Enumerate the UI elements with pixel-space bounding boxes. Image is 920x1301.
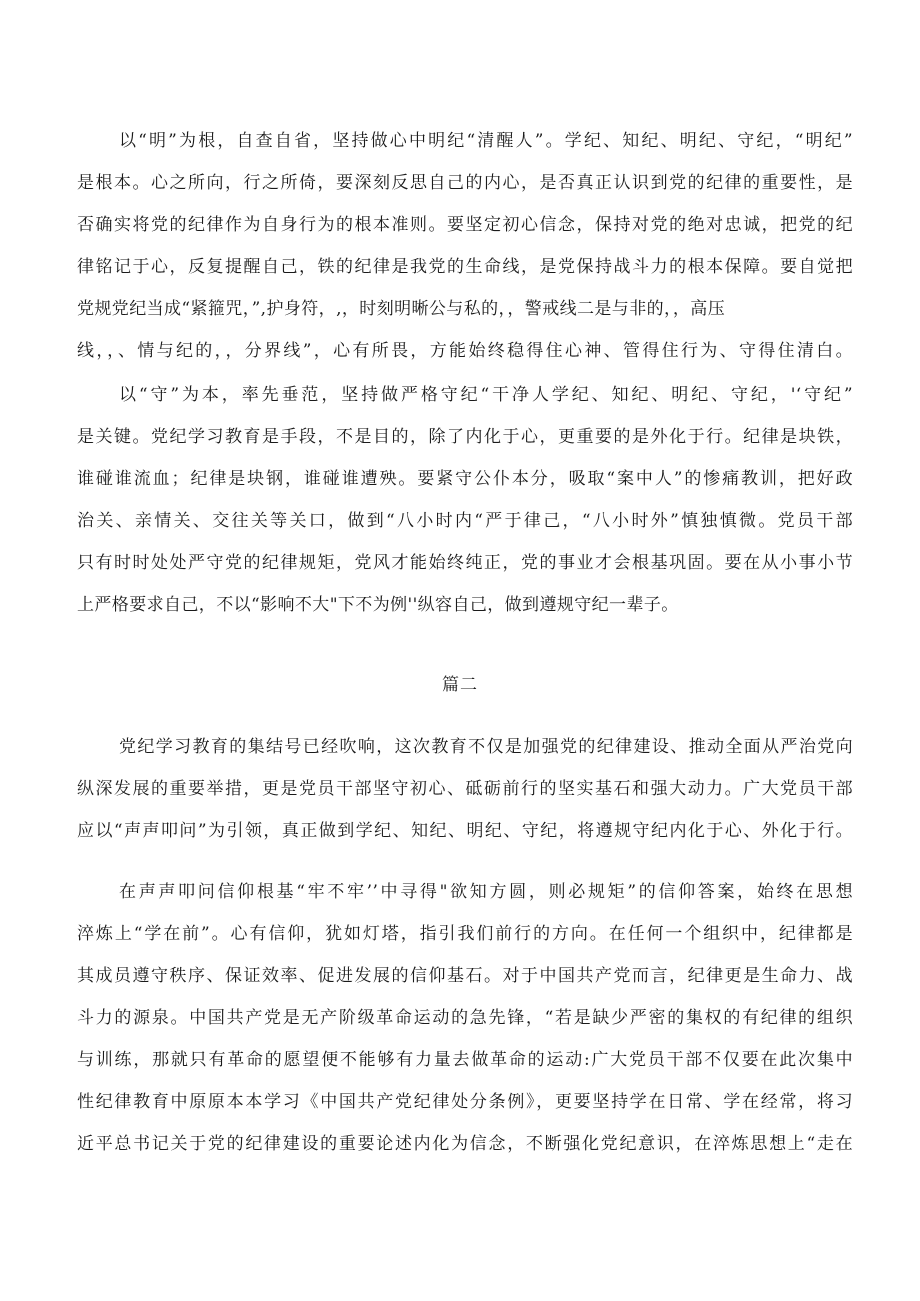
text-line: 以“守”为本，率先垂范，坚持做严格守纪“干净人学纪、知纪、明纪、守纪，'‘守纪” [119, 385, 853, 405]
paragraph-xinyang [77, 871, 853, 1165]
text-line: 近平总书记关于党的纪律建设的重要论述内化为信念，不断强化党纪意识，在淬炼思想上“走在 [77, 1134, 853, 1154]
text-line: 是根本。心之所向，行之所倚，要深刻反思自己的内心，是否真正认识到党的纪律的重要性，是 [77, 173, 853, 193]
section-title: 篇二 [442, 675, 478, 695]
text-line: 治关、亲情关、交往关等关口，做到“八小时内“严于律己，“八小时外”慎独慎微。党员干部 [77, 511, 853, 531]
paragraph-shou [77, 374, 853, 626]
text-line: 只有时时处处严守党的纪律规矩，党风才能始终纯正，党的事业才会根基巩固。要在从小事小节 [77, 553, 853, 573]
text-line: 性纪律教育中原原本本学习《中国共产党纪律处分条例》，更要坚持学在日常、学在经常，将习 [77, 1092, 853, 1112]
text-line: 纵深发展的重要举措，更是党员干部坚守初心、砥砺前行的坚实基石和强大动力。广大党员干部 [77, 779, 853, 799]
text-line: 在声声叩问信仰根基“牢不牢’’中寻得"欲知方圆，则必规矩”的信仰答案，始终在思想 [119, 882, 853, 902]
text-line: 应以“声声叩问”为引领，真正做到学纪、知纪、明纪、守纪，将遵规守纪内化于心、外化于行。 [77, 821, 853, 841]
text-line: 其成员遵守秩序、保证效率、促进发展的信仰基石。对于中国共产党而言，纪律更是生命力、战 [77, 966, 853, 986]
text-line: 律铭记于心，反复提醒自己，铁的纪律是我党的生命线，是党保持战斗力的根本保障。要自觉把 [77, 257, 853, 277]
text-line: 是关键。党纪学习教育是手段，不是目的，除了内化于心，更重要的是外化于行。纪律是块铁， [77, 427, 853, 447]
text-line: 线，，、情与纪的，，分界线”，心有所畏，方能始终稳得住心神、管得住行为、守得住清白。 [77, 341, 853, 361]
paragraph-jijiehao [77, 726, 853, 852]
text-line: 否确实将党的纪律作为自身行为的根本准则。要坚定初心信念，保持对党的绝对忠诚，把党的纪 [77, 215, 853, 235]
text-line: 以“明”为根，自查自省，坚持做心中明纪“清醒人”。学纪、知纪、明纪、守纪，“明纪” [119, 131, 853, 151]
text-line: 斗力的源泉。中国共产党是无产阶级革命运动的急先锋，“若是缺少严密的集权的有纪律的组织 [77, 1008, 853, 1028]
text-line: 与训练，那就只有革命的愿望便不能够有力量去做革命的运动:广大党员干部不仅要在此次集中 [77, 1050, 853, 1070]
text-line: 谁碰谁流血；纪律是块钢，谁碰谁遭殃。要紧守公仆本分，吸取“案中人”的惨痛教训，把好政 [77, 469, 853, 489]
text-line: 党纪学习教育的集结号已经吹响，这次教育不仅是加强党的纪律建设、推动全面从严治党向 [119, 737, 853, 757]
text-line: 党规党纪当成“紧箍咒，”,护身符，,，时刻明晰公与私的，，警戒线二是与非的，，高压 [77, 299, 726, 319]
text-line: 淬炼上“学在前”。心有信仰，犹如灯塔，指引我们前行的方向。在任何一个组织中，纪律都是 [77, 924, 853, 944]
paragraph-ming [77, 120, 853, 372]
text-line: 上严格要求自己，不以“影响不大"下不为例''纵容自己，做到遵规守纪一辈子。 [77, 595, 679, 615]
